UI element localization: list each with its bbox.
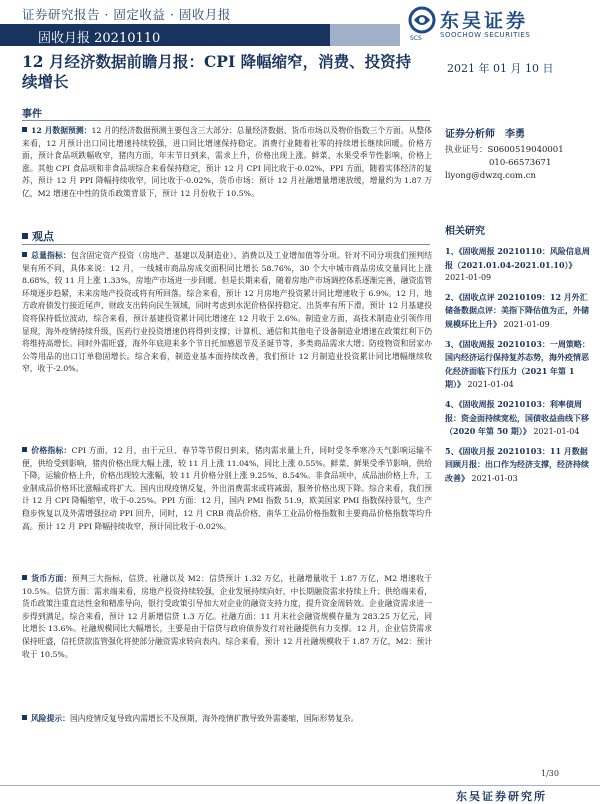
related-item[interactable]: 5、《固收月报 20210103：11 月数据回顾月报：出口作为经济支撑，经济持续改善》 2021-01-03 (445, 445, 589, 483)
report-title: 12 月经济数据前瞻月报：CPI 降幅缩窄，消费、投资持续增长 (22, 52, 412, 91)
report-category: 证券研究报告 · 固定收益 · 固收月报 (22, 7, 231, 22)
section-square-icon (22, 233, 28, 239)
related-item[interactable]: 4、《固收周报 20210103：利率债周报：资金面持续宽松，国债收益曲线下移（2020 年第 50 期）》 2021-01-04 (445, 398, 589, 437)
view-label: 总量指标： (31, 251, 71, 260)
views-heading: 观点 (22, 228, 54, 244)
report-header (0, 0, 600, 56)
view-label: 风险提示： (31, 714, 70, 723)
company-logo (408, 6, 588, 46)
divider (22, 120, 430, 121)
footer-institute: 东吴证券研究所 (456, 790, 547, 803)
event-paragraph (22, 125, 432, 201)
header-accent-band (330, 24, 400, 46)
related-item[interactable]: 3、《固收周报 20210103：一周策略：国内经济运行保持复苏态势，海外疫情恶化经济面临下行压力（2021 年第 1 期）》 2021-01-04 (445, 338, 590, 390)
related-research (445, 222, 590, 486)
view-total-indicators (22, 250, 432, 376)
view-price-indicators (22, 445, 432, 533)
bullet-icon (22, 715, 27, 720)
analyst-name: 证券分析师 李勇 (445, 129, 525, 140)
page-number: 1/30 (541, 769, 559, 778)
logo-name-en: SOOCHOW SECURITIES (440, 31, 531, 39)
logo-mark-icon (408, 6, 436, 34)
report-series-band: 固收月报 20210110 (0, 24, 330, 46)
analyst-phone: 010-66573671 (489, 158, 552, 168)
view-label: 价格指标： (31, 446, 72, 455)
view-risk (22, 713, 432, 726)
bullet-icon (22, 575, 27, 580)
related-item[interactable]: 2、《固收点评 20210109：12 月外汇储备数据点评：美指下降估值为正，外储规模环比上升》 2021-01-09 (445, 291, 589, 329)
event-tag: 事件 (22, 109, 42, 120)
logo-name-cn: 东吴证券 (440, 10, 529, 32)
related-item[interactable]: 1、《固收周报 20210110：风险信息周报（2021.01.04-2021.01.10）》 2021-01-09 (445, 246, 590, 283)
view-monetary (22, 573, 432, 661)
bullet-icon (22, 127, 27, 132)
event-label: 12 月数据预测： (31, 126, 92, 135)
bullet-icon (22, 252, 27, 257)
view-text: 预判三大指标，信贷、社融以及 M2：信贷预计 1.32 万亿，社融增量收于 1.87 万亿，M2 增速收于 10.5%。信贷方面：需求端来看，房地产投资持续较强，企业发展持续向好，中长期融资需求持续上升；供给端来看，货币政策注重直达性金和精准导向，银行受政策引导加大对企业的融资支持力度，提升资金周转效。企业融资需求进一步得到满足。综合来看，预计 12 月新增信贷 1.3 万亿。社融方面：11 月末社会融资规模存量为 283.25 万亿元，同比增长 13.6%。社融规模同比大幅增长，主要是由于信贷与政府债券发行对社融提供有力支撑。12 月，企业信贷需求保持旺盛，信托贷款监管强化将使部分融资需求转向表内。综合来看，预计 12 月社融规模收于 1.87 万亿，M2：预计收于 10.5%。 (22, 574, 432, 659)
logo-abbrev: SCS (410, 35, 422, 42)
bullet-icon (22, 447, 27, 452)
view-label: 货币方面： (31, 574, 72, 583)
divider (22, 244, 430, 245)
view-text: CPI 方面，12 月，由于元旦、春节等节假日到来，猪肉需求量上升，同时受冬季寒冷天气影响运输不便，供给受到影响，猪肉价格出现大幅上涨，较 11 月上涨 11.04%，同比上涨 0.55%。鲜菜、鲜果受季节影响，供给下降，运输价格上升，价格出现较大涨幅，较 11 月价格分别上涨 9.25%、8.54%。非食品项中，成品油价格上升，工业制成品价格环比涨幅或将扩大。国内出现疫情反复，外出消费需求或将减弱，服务价格出现下降。综合来看，我们预计 12 月 CPI 降幅缩窄，收于-0.25%。PPI 方面：12 月，国内 PMI 指数 51.9，欧美国家 PMI 指数保持景气，生产稳步恢复以及外需增强拉动 PPI 回升，同时，12 月 CRB 商品价格、南华工业品价格指数和主要商品价格指数等均升高。预计 12 月 PPI 降幅持续收窄，预计同比收于-0.02%。 (22, 446, 433, 531)
related-heading: 相关研究 (445, 226, 485, 237)
report-date: 2021 年 01 月 10 日 (447, 62, 554, 75)
view-text: 包含固定资产投资（房地产、基建以及制造业）、消费以及工业增加值等分项。针对不同分项我们预判结果有所不同，具体来说：12 月，一线城市商品房成交面积同比增长 58.76%，30 个大中城市商品房成交量同比上涨 8.68%，较 11 月上涨 1.33%，房地产市场进一步回暖。但是长期来看，随着房地产市场调控体系逐渐完善，融资监管环境逐步趋紧，未来房地产投资或将有所回落。综合来看，预计 12 月房地产投资累计同比增速收于 6.9%。12 月，地方政府债发行接近尾声，财政支出转向民生领域，同时考虑到水泥价格保持稳定、出货率有所下滑，预计 12 月基建投资将保持低位波动，综合来看，预计基建投资累计同比增速在 12 月收于 2.6%。制造业方面，高技术制造业引领作用显现，海外疫情持续升级，医药行业投资增速仍将得到支撑；计算机、通信和其他电子设备制造业增速在政策红利下仍将维持高增长。同时外需旺盛，海外年底迎来多个节日托加感恩节及圣诞节等，多类商品需求大增；防疫物资和居家办公等用品的出口订单稳固增长。综合来看，制造业基本面持续改善，我们预计 12 月制造业投资累计同比增幅继续收窄，收于-2.0%。 (22, 251, 432, 374)
event-text: 12 月的经济数据预测主要包含三大部分：总量经济数据、货币市场以及物价指数三个方面。从整体来看，12 月预计出口同比增速持续较强，进口同比增速保持稳定。消费行业随着社零的持续增长继续回暖。价格方面，预计食品项跌幅收窄，猪肉方面，年末节日到来，需求上升，价格出现上涨。鲜菜、水果受季节性影响，价格上涨。其他 CPI 食品项和非食品项综合来看保持稳定，预计 12 月 CPI 同比收于-0.02%，PPI 方面，随着实体经济的复苏，预计 12 月 PPI 降幅持续收窄，同比收于-0.02%，货币市场：预计 12 月社融增量增速放缓，增量约为 1.87 万亿，M2 增速在中性的货币政策背景下，预计 12 月份收于 10.5%。 (22, 126, 432, 198)
analyst-email[interactable]: liyong@dwzq.com.cn (445, 171, 536, 181)
analyst-license: 执业证号：S0600519040001 (445, 145, 564, 155)
analyst-panel (445, 125, 590, 183)
view-text: 国内疫情反复导致内需增长不及预期，海外疫情扩散导致外需萎缩，国际形势复杂。 (69, 714, 359, 723)
footer-divider (0, 785, 600, 786)
